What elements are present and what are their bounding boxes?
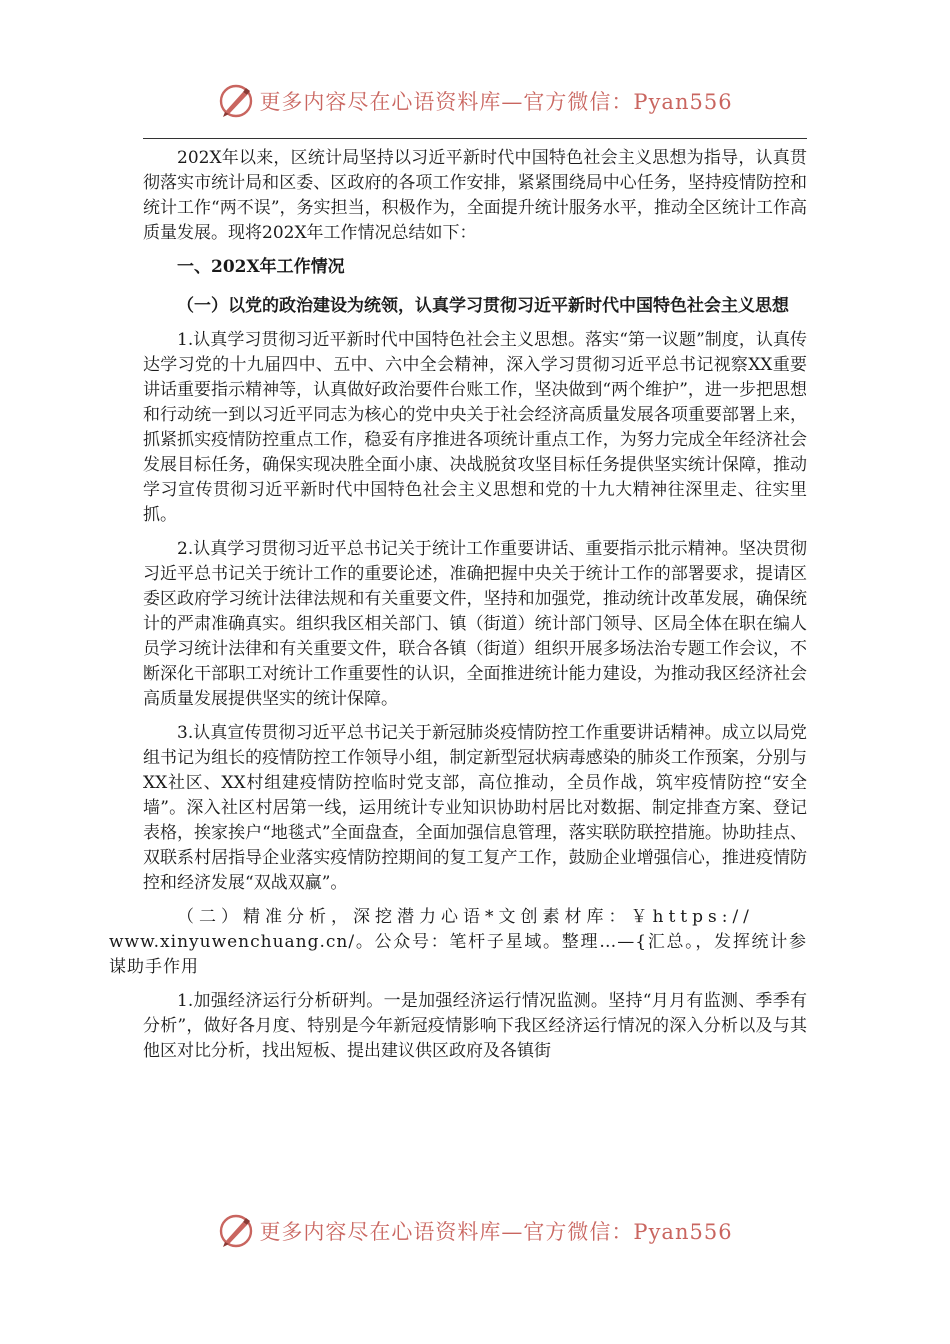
pen-logo-icon [217, 1212, 255, 1250]
header-banner-text: 更多内容尽在心语资料库—官方微信：Pyan556 [259, 90, 733, 114]
subsection-2-title-part2: www.xinyuwenchuang.cn/。公众号：笔杆子星域。整理…—{汇总。，发挥统计参谋助手作用 [109, 932, 807, 977]
subsection-1-item-3: 3.认真宣传贯彻习近平总书记关于新冠肺炎疫情防控工作重要讲话精神。成立以局党组书记为组长的疫情防控工作领导小组，制定新型冠状病毒感染的肺炎工作预案，分别与XX社区、XX村组建疫情防控临时党支部，高位推动，全员作战，筑牢疫情防控“安全墙”。深入社区村居第一线，运用统计专业知识协助村居比对数据、制定排查方案、登记表格，挨家挨户“地毯式”全面盘查，全面加强信息管理，落实联防联控措施。协助挂点、双联系村居指导企业落实疫情防控期间的复工复产工作，鼓励企业增强信心，推进疫情防控和经济发展“双战双赢”。 [143, 723, 807, 893]
footer-banner-text: 更多内容尽在心语资料库—官方微信：Pyan556 [259, 1220, 733, 1244]
footer-banner [0, 1206, 950, 1256]
subsection-2-title-part1: （二）精准分析，深挖潜力心语*文创素材库：￥https:// [177, 907, 754, 927]
subsection-2-title [109, 905, 807, 980]
document-body [109, 146, 807, 1073]
subsection-1-title: （一）以党的政治建设为统领，认真学习贯彻习近平新时代中国特色社会主义思想 [177, 296, 789, 316]
subsection-2-item-1: 1.加强经济运行分析研判。一是加强经济运行情况监测。坚持“月月有监测、季季有分析”，做好各月度、特别是今年新冠疫情影响下我区经济运行情况的深入分析以及与其他区对比分析，找出短板、提出建议供区政府及各镇街 [143, 991, 807, 1061]
header-banner [0, 76, 950, 126]
intro-paragraph: 202X年以来，区统计局坚持以习近平新时代中国特色社会主义思想为指导，认真贯彻落实市统计局和区委、区政府的各项工作安排，紧紧围绕局中心任务，坚持疫情防控和统计工作“两不误”，务实担当，积极作为，全面提升统计服务水平，推动全区统计工作高质量发展。现将202X年工作情况总结如下： [143, 148, 807, 243]
header-divider [143, 138, 807, 139]
section-1-title: 一、202X年工作情况 [177, 257, 345, 277]
pen-logo-icon [217, 82, 255, 120]
subsection-1-item-1: 1.认真学习贯彻习近平新时代中国特色社会主义思想。落实“第一议题”制度，认真传达学习党的十九届四中、五中、六中全会精神，深入学习贯彻习近平总书记视察XX重要讲话重要指示精神等，认真做好政治要件台账工作，坚决做到“两个维护”，进一步把思想和行动统一到以习近平同志为核心的党中央关于社会经济高质量发展各项重要部署上来，抓紧抓实疫情防控重点工作，稳妥有序推进各项统计重点工作，为努力完成全年经济社会发展目标任务，确保实现决胜全面小康、决战脱贫攻坚目标任务提供坚实统计保障，推动学习宣传贯彻习近平新时代中国特色社会主义思想和党的十九大精神往深里走、往实里抓。 [143, 330, 807, 525]
subsection-1-item-2: 2.认真学习贯彻习近平总书记关于统计工作重要讲话、重要指示批示精神。坚决贯彻习近平总书记关于统计工作的重要论述，准确把握中央关于统计工作的部署要求，提请区委区政府学习统计法律法规和有关重要文件，坚持和加强党，推动统计改革发展，确保统计的严肃准确真实。组织我区相关部门、镇（街道）统计部门领导、区局全体在职在编人员学习统计法律和有关重要文件，联合各镇（街道）组织开展多场法治专题工作会议，不断深化干部职工对统计工作重要性的认识，全面推进统计能力建设，为推动我区经济社会高质量发展提供坚实的统计保障。 [143, 539, 807, 709]
